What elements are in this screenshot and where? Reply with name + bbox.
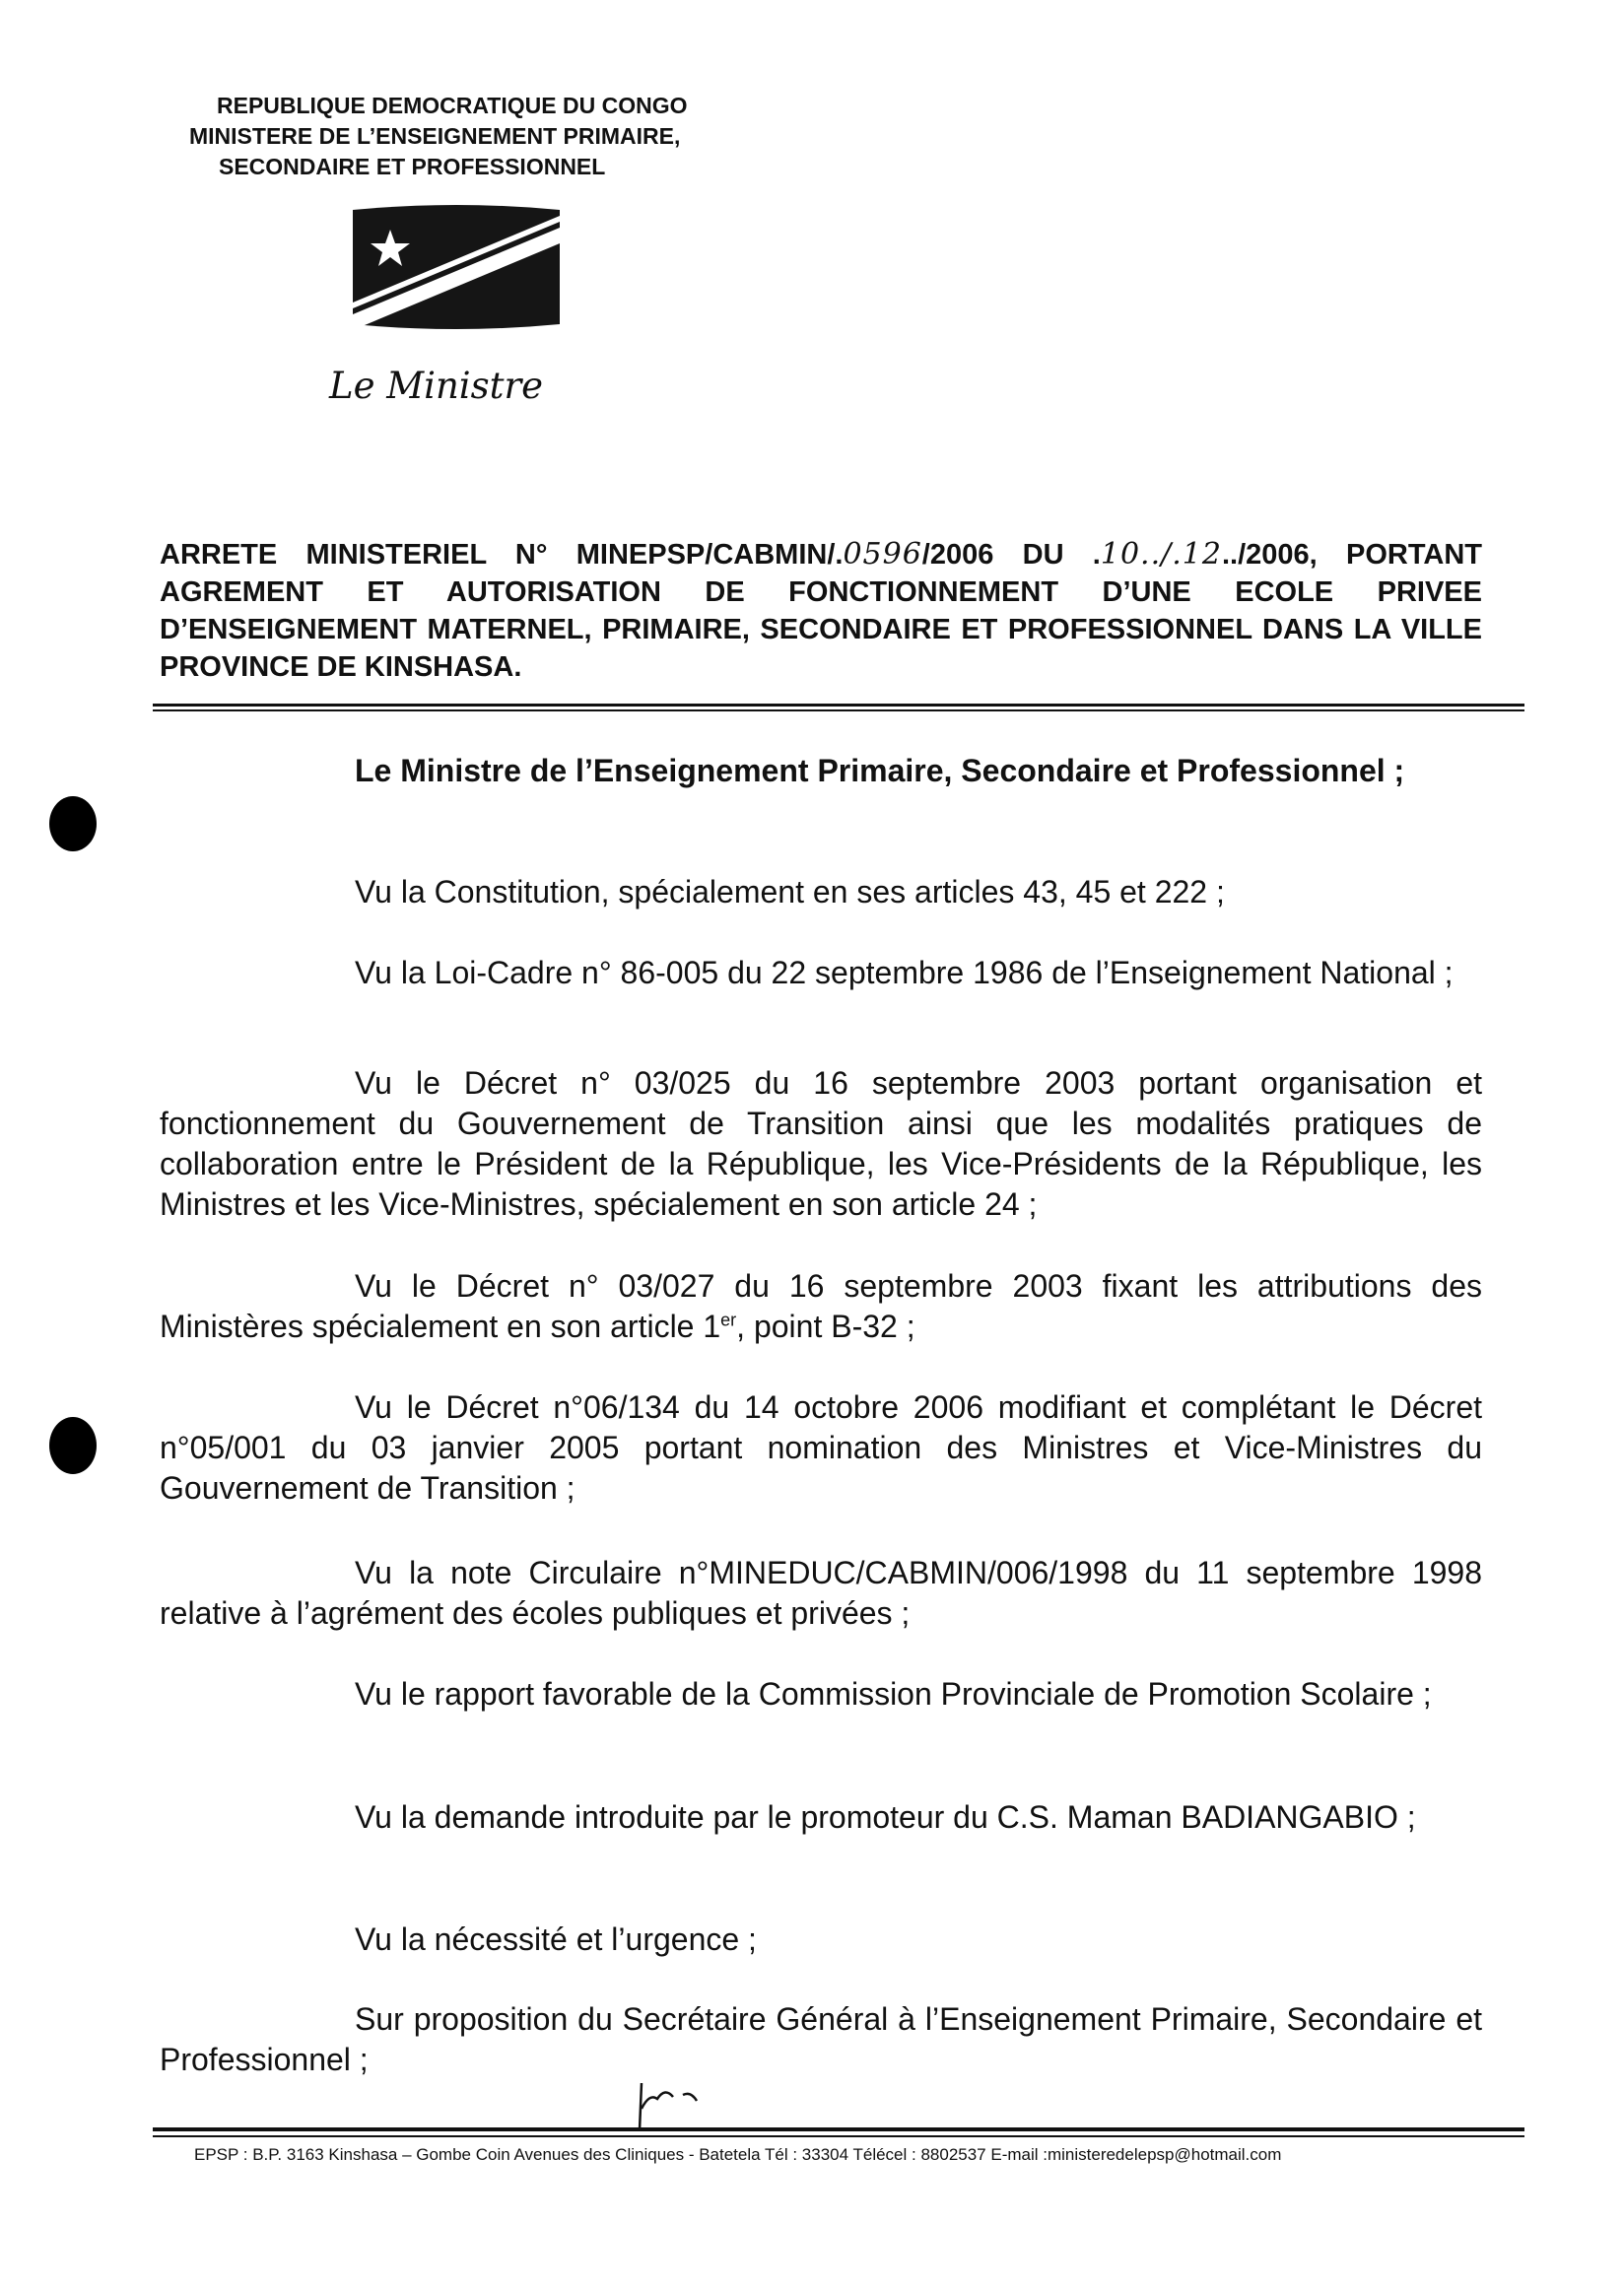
decree-title [160,536,1482,686]
consideration-4: Vu le Décret n° 03/027 du 16 septembre 2003 fixant les attributions des Ministères spécialement en son article 1er, point B-32 ; [160,1268,1482,1344]
consideration-3: Vu le Décret n° 03/025 du 16 septembre 2003 portant organisation et fonctionnement du Gouvernement de Transition ainsi que les modalités pratiques de collaboration entre le Président de la République, les Vice-Présidents de la République, les Ministres et les Vice-Ministres, spécialement en son article 24 ; [160,1065,1482,1222]
decree-subject: PORTANT AGREMENT ET AUTORISATION DE FONCTIONNEMENT D’UNE ECOLE PRIVEE D’ENSEIGNEMENT MATERNEL, PRIMAIRE, SECONDAIRE ET PROFESSIONNEL DANS LA VILLE PROVINCE DE KINSHASA. [160,539,1482,683]
signatory-title: Le Ministre [329,365,544,407]
ministry-name-line1: MINISTERE DE L’ENSEIGNEMENT PRIMAIRE, [189,123,681,149]
consideration-6: Vu la note Circulaire n°MINEDUC/CABMIN/006/1998 du 11 septembre 1998 relative à l’agrément des écoles publiques et privées ; [160,1555,1482,1631]
country-name: REPUBLIQUE DEMOCRATIQUE DU CONGO [217,93,688,118]
decree-number-prefix: ARRETE MINISTERIEL N° MINEPSP/CABMIN/. [160,539,844,571]
decree-number-handwritten: 0596 [843,537,922,572]
consideration-1: Vu la Constitution, spécialement en ses articles 43, 45 et 222 ; [355,874,1225,910]
consideration-8: Vu la demande introduite par le promoteur du C.S. Maman BADIANGABIO ; [355,1799,1416,1835]
decree-number-mid: /2006 DU . [921,539,1101,571]
title-divider-bottom [153,709,1524,711]
decree-number-suffix: ../2006, [1221,539,1318,571]
letterhead [189,91,687,182]
consideration-10: Sur proposition du Secrétaire Général à l’Enseignement Primaire, Secondaire et Professionnel ; [160,2001,1482,2077]
ministry-name-line2: SECONDAIRE ET PROFESSIONNEL [219,154,606,179]
decree-date-handwritten: 10../.12 [1100,537,1222,572]
punch-hole-bottom [49,1417,97,1474]
consideration-2: Vu la Loi-Cadre n° 86-005 du 22 septembre 1986 de l’Enseignement National ; [355,955,1454,990]
footer-divider-bottom [153,2135,1524,2137]
consideration-9: Vu la nécessité et l’urgence ; [355,1921,757,1957]
consideration-5: Vu le Décret n°06/134 du 14 octobre 2006 modifiant et complétant le Décret n°05/001 du 03 janvier 2005 portant nomination des Ministres et Vice-Ministres du Gouvernement de Transition ; [160,1389,1482,1506]
consideration-7: Vu le rapport favorable de la Commission Provinciale de Promotion Scolaire ; [355,1676,1432,1712]
punch-hole-top [49,796,97,851]
title-divider-top [153,704,1524,707]
footer-divider-top [153,2127,1524,2131]
footer-contact: EPSP : B.P. 3163 Kinshasa – Gombe Coin Avenues des Cliniques - Batetela Tél : 33304 Télécel : 8802537 E-mail :ministeredelepsp@hotmail.com [194,2145,1282,2164]
intro-paragraph: Le Ministre de l’Enseignement Primaire, Secondaire et Professionnel ; [355,753,1405,788]
drc-flag-icon [353,204,560,330]
